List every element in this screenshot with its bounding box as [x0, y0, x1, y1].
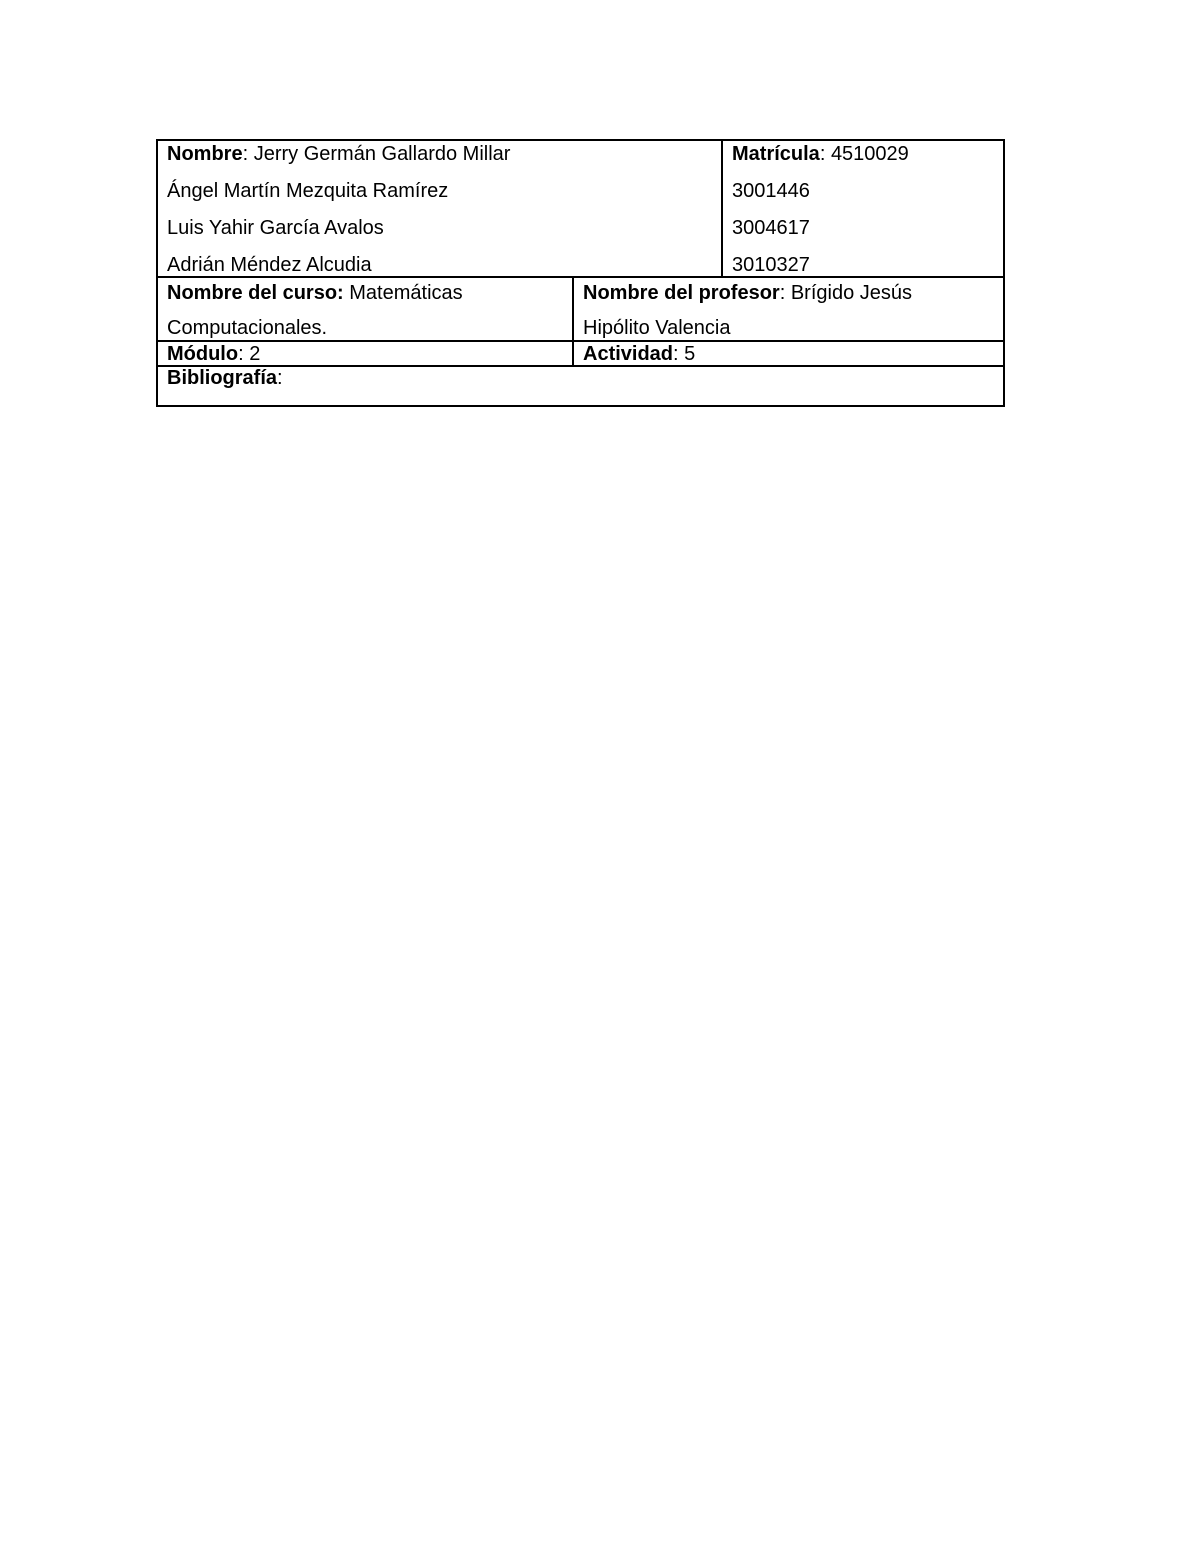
course-line-1 [167, 283, 463, 303]
matricula-sep: : [819, 143, 831, 165]
bibliography-label: Bibliografía [167, 367, 278, 389]
course-value-1: Matemáticas [343, 282, 463, 304]
activity-cell [572, 342, 1003, 365]
names-sep: : [242, 143, 254, 165]
activity-value: : 5 [673, 343, 696, 365]
matricula-line-1 [732, 144, 909, 164]
module-cell [158, 342, 572, 365]
matricula-label: Matrícula [732, 143, 820, 165]
module-value: : 2 [238, 343, 261, 365]
course-cell [158, 278, 572, 340]
matricula-3: 3004617 [732, 217, 810, 239]
module-line [167, 344, 260, 364]
matriculas-cell [721, 141, 1003, 276]
names-label: Nombre [167, 143, 243, 165]
student-name-2: Ángel Martín Mezquita Ramírez [167, 180, 449, 202]
bibliography-row [158, 367, 1003, 405]
matricula-2: 3001446 [732, 180, 810, 202]
activity-line [583, 344, 695, 364]
student-name-3: Luis Yahir García Avalos [167, 217, 384, 239]
professor-value-2: Hipólito Valencia [583, 317, 731, 339]
professor-line-1 [583, 283, 912, 303]
activity-label: Actividad [583, 343, 674, 365]
name-line-1 [167, 144, 510, 164]
matricula-1: 4510029 [830, 143, 909, 165]
students-row [158, 141, 1003, 278]
student-name-1: Jerry Germán Gallardo Millar [253, 143, 511, 165]
module-row [158, 342, 1003, 367]
professor-cell [572, 278, 1003, 340]
student-name-4: Adrián Méndez Alcudia [167, 254, 372, 276]
bibliography-value: : [277, 367, 283, 389]
course-row [158, 278, 1003, 342]
student-info-table [156, 139, 1005, 407]
course-value-2: Computacionales. [167, 317, 328, 339]
names-cell [158, 141, 721, 276]
professor-value-1: : Brígido Jesús [779, 282, 912, 304]
professor-label: Nombre del profesor [583, 282, 780, 304]
matricula-4: 3010327 [732, 254, 810, 276]
bibliography-line [167, 368, 283, 388]
bibliography-cell [158, 367, 1003, 405]
module-label: Módulo [167, 343, 239, 365]
course-label: Nombre del curso: [167, 282, 344, 304]
